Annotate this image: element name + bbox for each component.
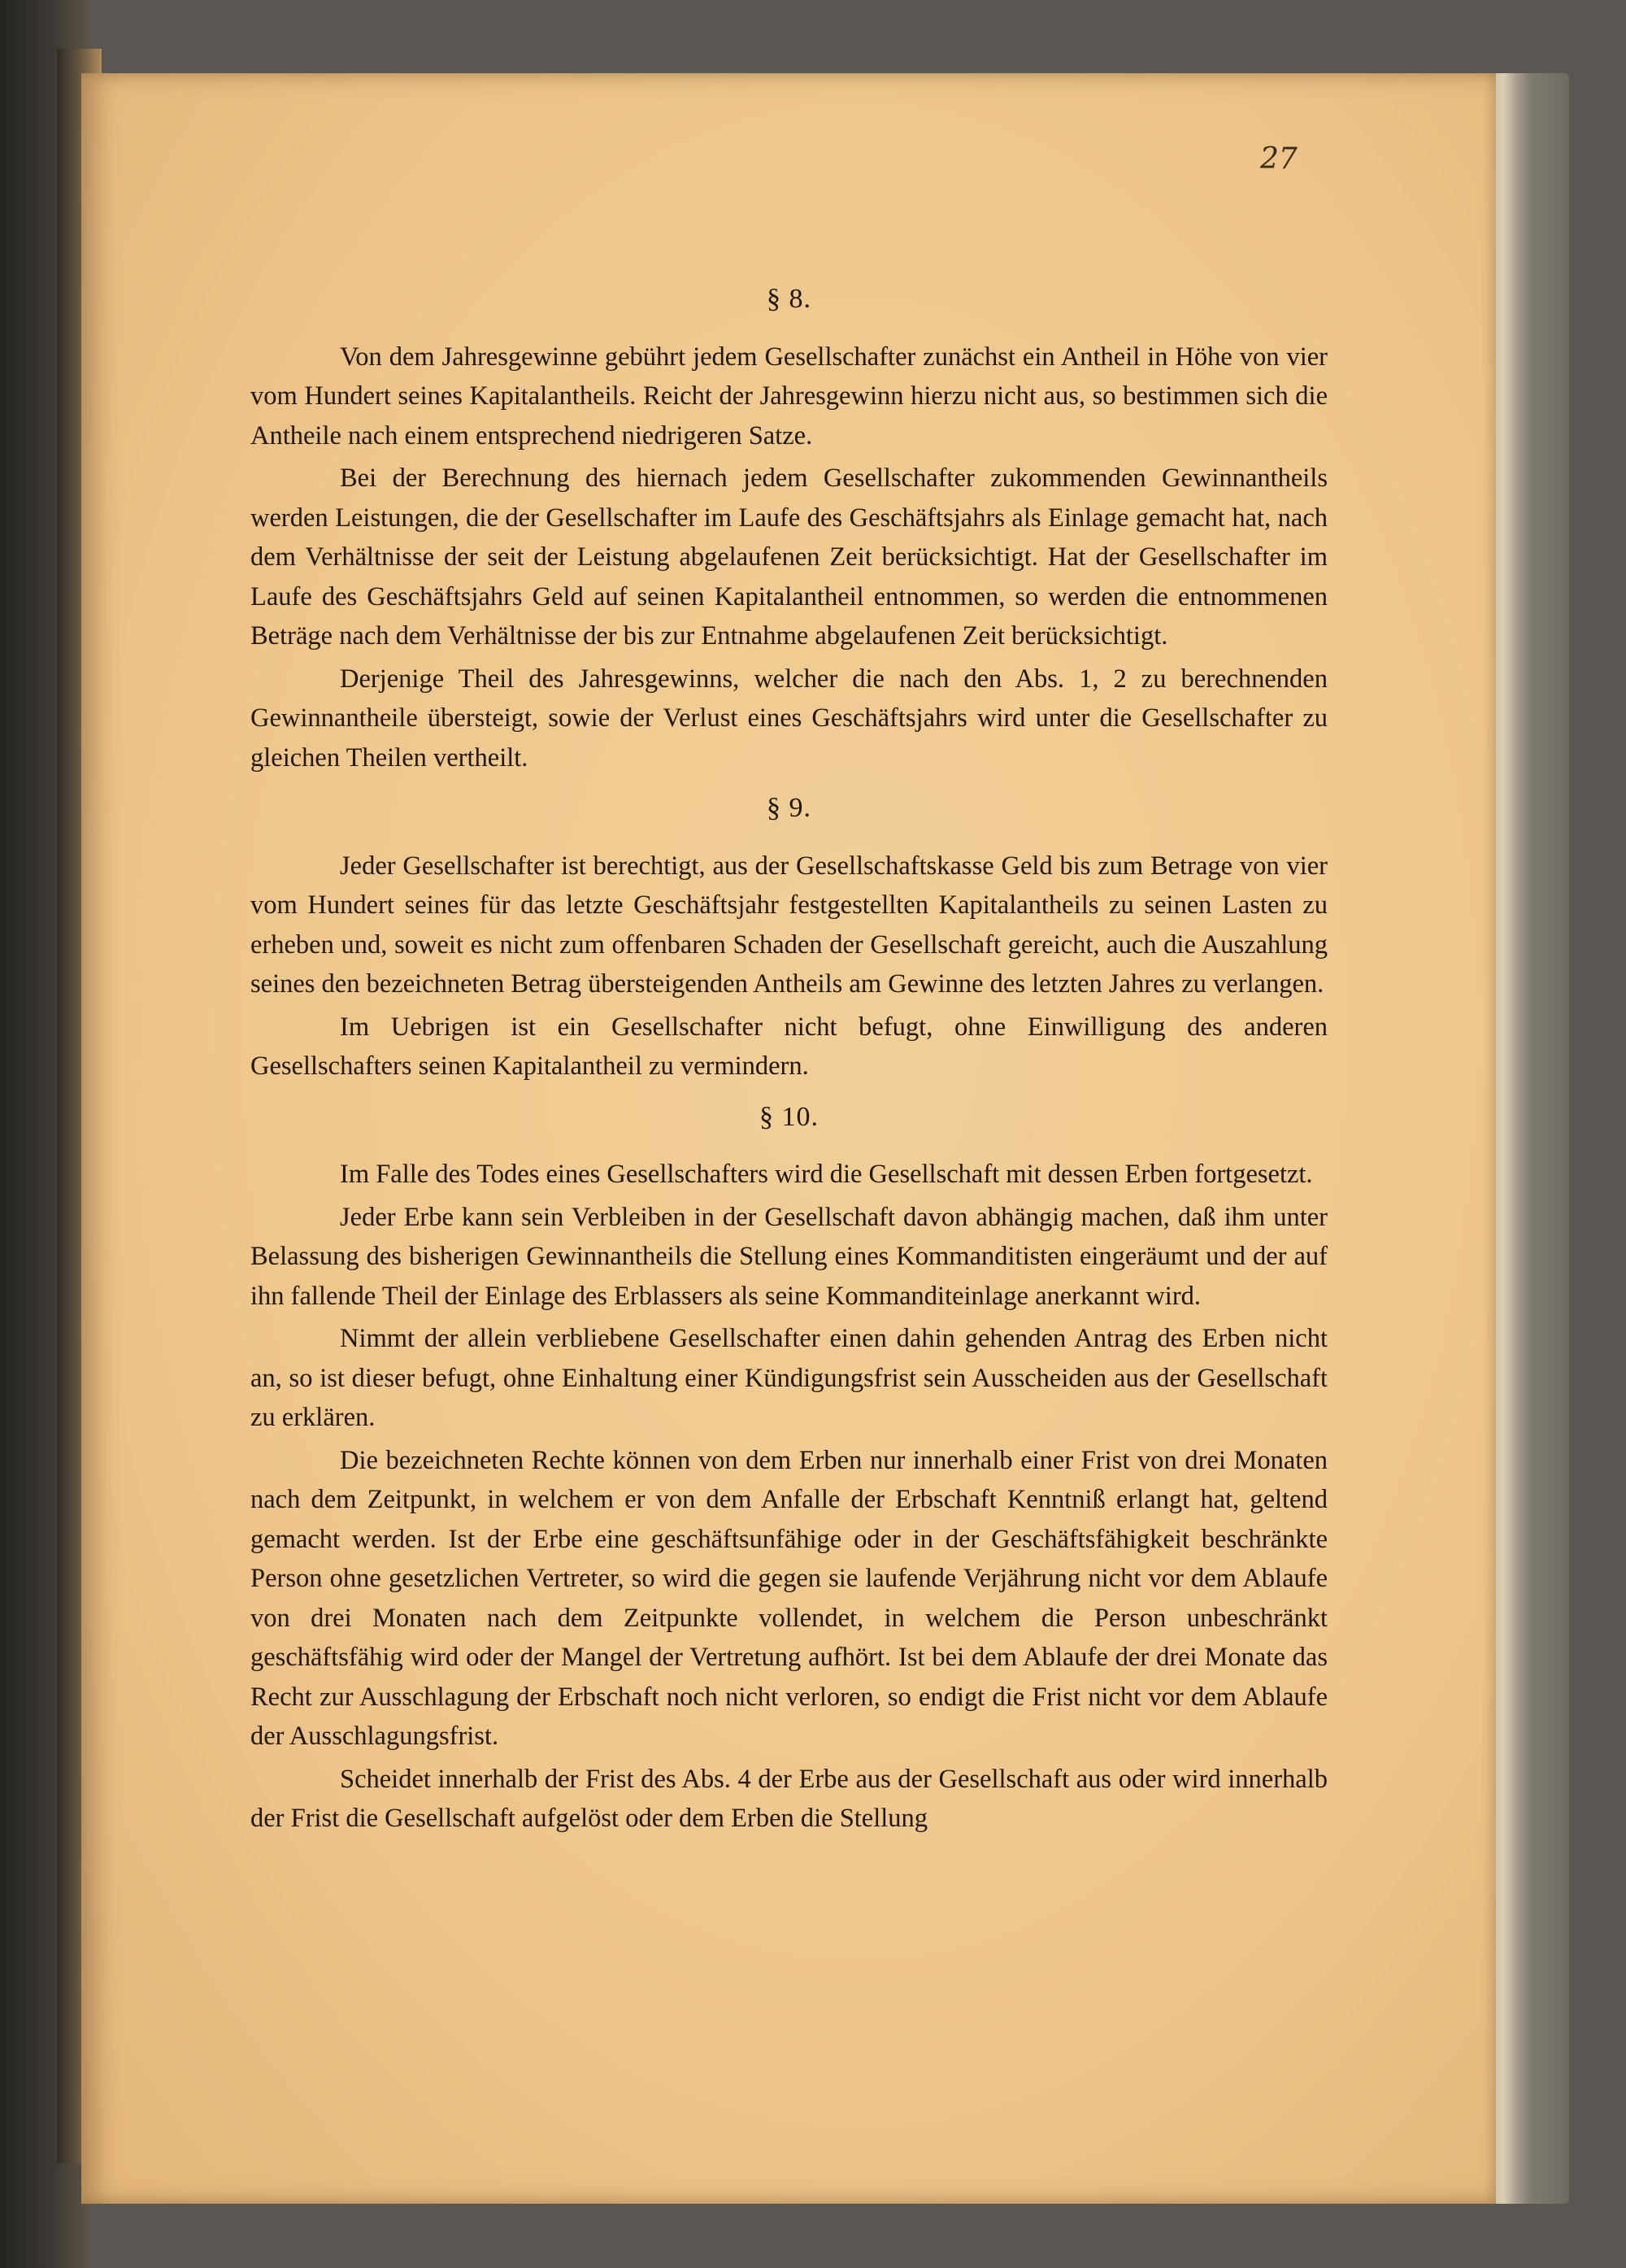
paragraph: Derjenige Theil des Jahresgewinns, welcher die nach den Abs. 1, 2 zu berechnenden Gewinnantheile übersteigt, sowie der Verlust eines Geschäftsjahrs wird unter die Gesellschafter zu gleichen Theilen vertheilt.	[250, 664, 1328, 773]
paragraph: Nimmt der allein verbliebene Gesellschafter einen dahin gehenden Antrag des Erben nicht an, so ist dieser befugt, ohne Einhaltung einer Kündigungsfrist sein Ausscheiden aus der Gesellschaft zu erklären.	[250, 1324, 1328, 1432]
paragraph: Im Uebrigen ist ein Gesellschafter nicht befugt, ohne Einwilligung des anderen Gesellschafters seinen Kapitalantheil zu vermindern.	[250, 1012, 1328, 1081]
section-heading: § 10.	[759, 1101, 819, 1132]
paragraph: Jeder Erbe kann sein Verbleiben in der Gesellschaft davon abhängig machen, daß ihm unter Belassung des bisherigen Gewinnantheils die Stellung eines Kommanditisten eingeräumt und der auf ihn fallende Theil der Einlage des Erblassers als seine Kommanditeinlage anerkannt wird.	[250, 1202, 1328, 1311]
section-8	[250, 280, 1328, 777]
page-body	[250, 268, 1328, 1842]
page-number: 27	[1260, 142, 1298, 176]
paragraph: Die bezeichneten Rechte können von dem Erben nur innerhalb einer Frist von drei Monaten nach dem Zeitpunkt, in welchem er von dem Anfalle der Erbschaft Kenntniß erlangt hat, geltend gemacht werden. Ist der Erbe eine geschäftsunfähige oder in der Geschäftsfähigkeit beschränkte Person ohne gesetzlichen Vertreter, so wird die gegen sie laufende Verjährung nicht vor dem Ablaufe von drei Monaten nach dem Zeitpunkte vollendet, in welchem die Person unbeschränkt geschäftsfähig wird oder der Mangel der Vertretung aufhört. Ist bei dem Ablaufe der drei Monate das Recht zur Ausschlagung der Erbschaft noch nicht verloren, so endigt die Frist nicht vor dem Ablaufe der Ausschlagungsfrist.	[250, 1445, 1328, 1751]
section-heading: § 9.	[767, 793, 811, 823]
paragraph: Scheidet innerhalb der Frist des Abs. 4 der Erbe aus der Gesellschaft aus oder wird innerhalb der Frist die Gesellschaft aufgelöst oder dem Erben die Stellung	[250, 1764, 1328, 1833]
section-9	[250, 789, 1328, 1086]
section-10	[250, 1098, 1328, 1839]
paragraph: Bei der Berechnung des hiernach jedem Gesellschafter zukommenden Gewinnantheils werden Leistungen, die der Gesellschafter im Laufe des Geschäftsjahrs als Einlage gemacht hat, nach dem Verhältnisse der seit der Leistung abgelaufenen Zeit berücksichtigt. Hat der Gesellschafter im Laufe des Geschäftsjahrs Geld auf seinen Kapitalantheil entnommen, so werden die entnommenen Beträge nach dem Verhältnisse der bis zur Entnahme abgelaufenen Zeit berücksichtigt.	[250, 464, 1328, 651]
paragraph: Von dem Jahresgewinne gebührt jedem Gesellschafter zunächst ein Antheil in Höhe von vier vom Hundert seines Kapitalantheils. Reicht der Jahresgewinn hierzu nicht aus, so bestimmen sich die Antheile nach einem entsprechend niedrigeren Satze.	[250, 342, 1328, 451]
paragraph: Im Falle des Todes eines Gesellschafters wird die Gesellschaft mit dessen Erben fortgesetzt.	[340, 1160, 1313, 1189]
paragraph: Jeder Gesellschafter ist berechtigt, aus der Gesellschaftskasse Geld bis zum Betrage von vier vom Hundert seines für das letzte Geschäftsjahr festgestellten Kapitalantheils zu seinen Lasten zu erheben und, soweit es nicht zum offenbaren Schaden der Gesellschaft gereicht, auch die Auszahlung seines den bezeichneten Betrag übersteigenden Antheils am Gewinne des letzten Jahres zu verlangen.	[250, 851, 1328, 999]
section-heading: § 8.	[767, 284, 811, 314]
